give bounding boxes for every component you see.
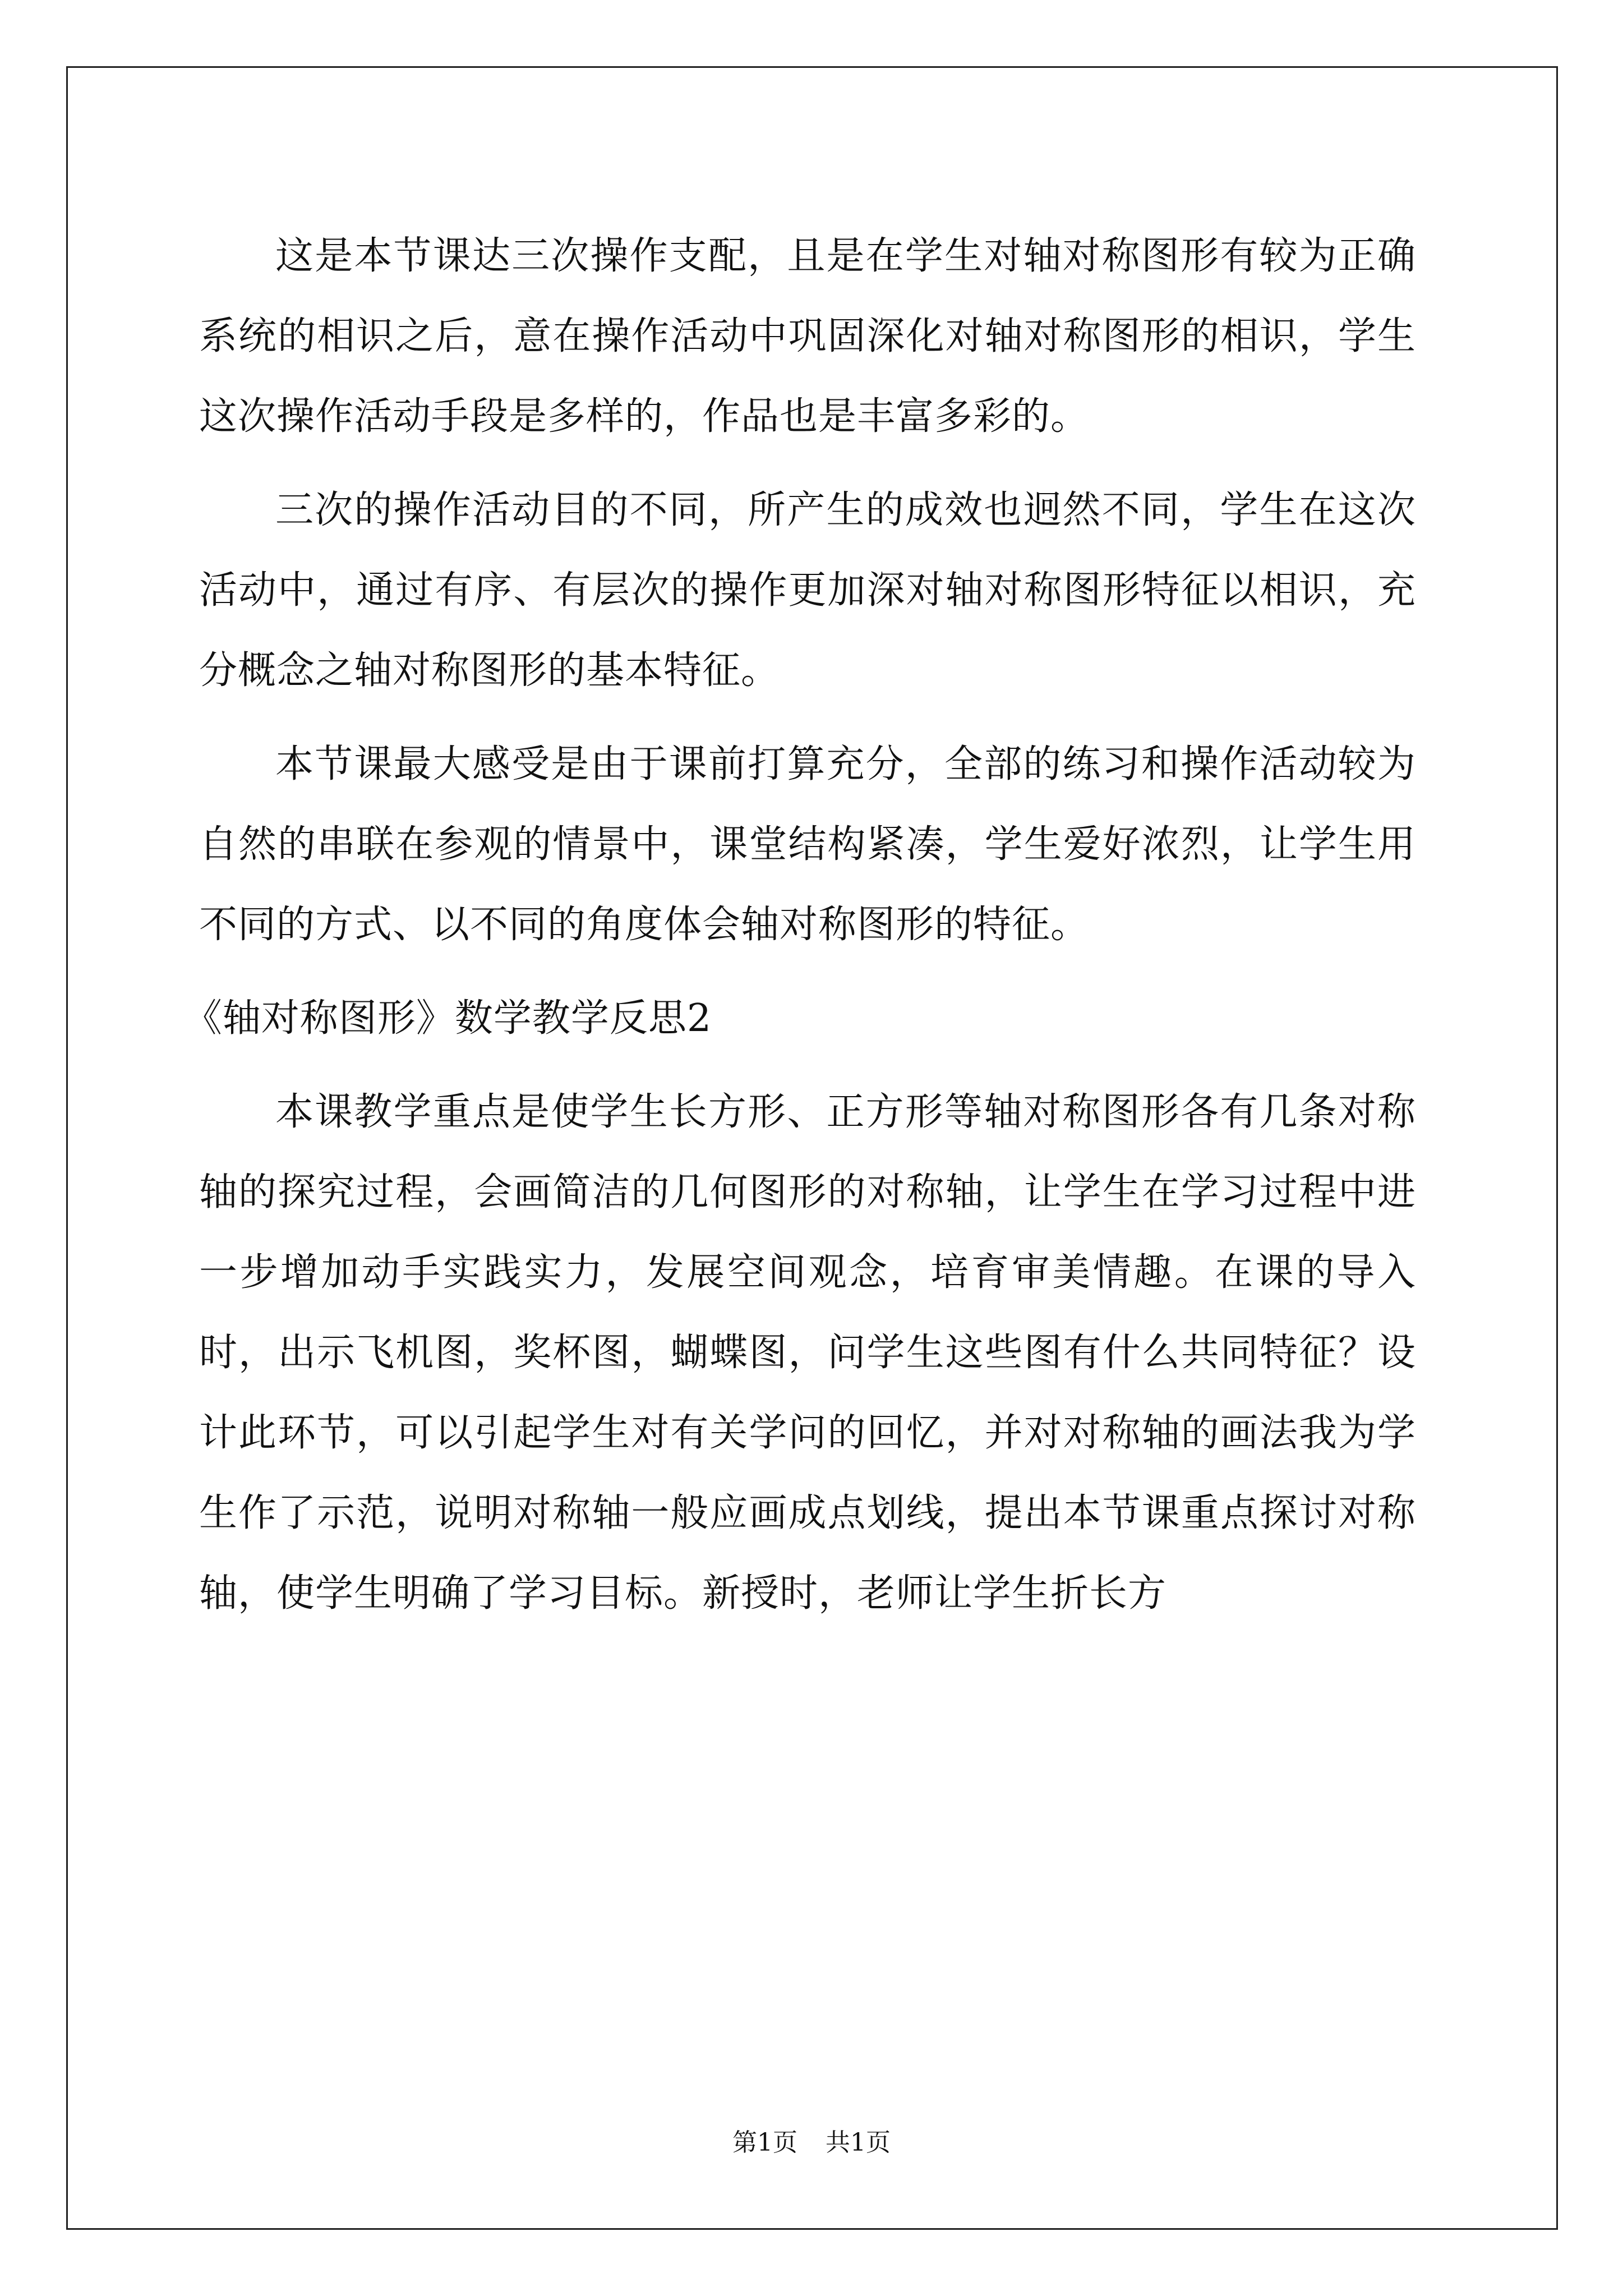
section-paragraph-1: 本课教学重点是使学生长方形、正方形等轴对称图形各有几条对称轴的探究过程，会画简洁的几何图形的对称轴，让学生在学习过程中进一步增加动手实践实力，发展空间观念，培育审美情趣。在课的导入时，出示飞机图，奖杯图，蝴蝶图，问学生这些图有什么共同特征？设计此环节，可以引起学生对有关学问的回忆，并对对称轴的画法我为学生作了示范，说明对称轴一般应画成点划线，提出本节课重点探讨对称轴，使学生明确了学习目标。新授时，老师让学生折长方 (199, 1090, 1416, 1616)
paragraph-3: 本节课最大感受是由于课前打算充分，全部的练习和操作活动较为自然的串联在参观的情景中，课堂结构紧凑，学生爱好浓烈，让学生用不同的方式、以不同的角度体会轴对称图形的特征。 (199, 742, 1416, 947)
page-total: 共1页 (826, 2128, 891, 2157)
document-body (183, 216, 1416, 1647)
section-heading: 《轴对称图形》数学教学反思2 (183, 996, 712, 1041)
paragraph-1: 这是本节课达三次操作支配，且是在学生对轴对称图形有较为正确系统的相识之后，意在操作活动中巩固深化对轴对称图形的相识，学生这次操作活动手段是多样的，作品也是丰富多彩的。 (199, 234, 1416, 439)
paragraph-2: 三次的操作活动目的不同，所产生的成效也迥然不同，学生在这次活动中，通过有序、有层次的操作更加深对轴对称图形特征以相识，充分概念之轴对称图形的基本特征。 (199, 488, 1416, 693)
page-number: 第1页 (732, 2128, 797, 2157)
page-footer (0, 2126, 1623, 2160)
